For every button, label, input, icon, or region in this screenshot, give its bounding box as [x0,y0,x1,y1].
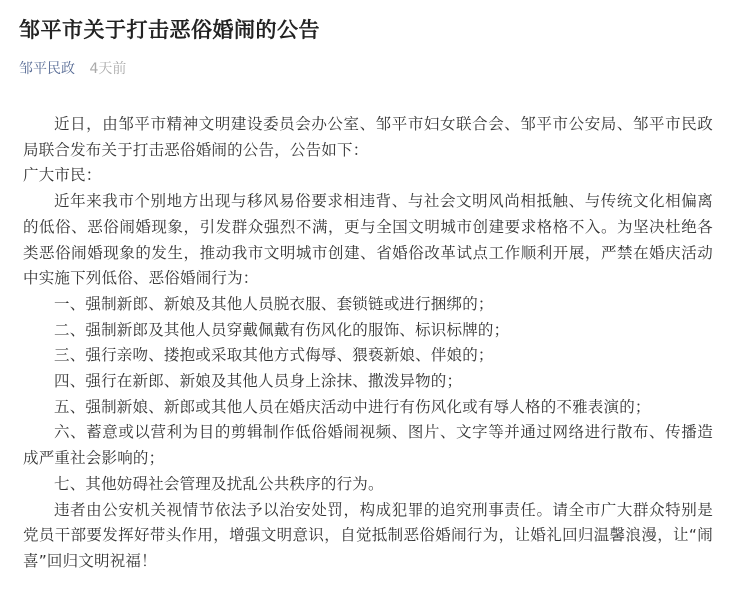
publish-time: 4天前 [89,61,127,77]
article-body [23,112,713,575]
salutation: 广大市民： [23,166,102,185]
list-item: 六、蓄意或以营利为目的剪辑制作低俗婚闹视频、图片、文字等并通过网络进行散布、传播造成严重社会影响的； [23,423,713,468]
list-item: 二、强制新郎及其他人员穿戴佩戴有伤风化的服饰、标识标牌的； [54,320,510,339]
list-item: 一、强制新郎、新娘及其他人员脱衣服、套锁链或进行捆绑的； [54,294,494,313]
article-meta [19,58,126,78]
list-item: 七、其他妨碍社会管理及扰乱公共秩序的行为。 [54,474,384,493]
list-item: 四、强行在新郎、新娘及其他人员身上涂抹、撒泼异物的； [54,372,463,391]
list-item: 五、强制新娘、新郎或其他人员在婚庆活动中进行有伤风化或有辱人格的不雅表演的； [54,397,651,416]
intro-paragraph: 近日，由邹平市精神文明建设委员会办公室、邹平市妇女联合会、邹平市公安局、邹平市民政局联合发布关于打击恶俗婚闹的公告，公告如下： [23,115,713,159]
closing-paragraph: 违者由公安机关视情节依法予以治安处罚，构成犯罪的追究刑事责任。请全市广大群众特别是党员干部要发挥好带头作用，增强文明意识，自觉抵制恶俗婚闹行为，让婚礼回归温馨浪漫，让“闹喜”回归文明祝福！ [23,500,713,570]
article-title: 邹平市关于打击恶俗婚闹的公告 [19,18,320,42]
list-item: 三、强行亲吻、搂抱或采取其他方式侮辱、猥亵新娘、伴娘的； [54,346,494,365]
source-link[interactable]: 邹平民政 [19,61,75,77]
preface-paragraph: 近年来我市个别地方出现与移风易俗要求相违背、与社会文明风尚相抵触、与传统文化相偏离的低俗、恶俗闹婚现象，引发群众强烈不满，更与全国文明城市创建要求格格不入。为坚决杜绝各类恶俗闹婚现象的发生，推动我市文明城市创建、省婚俗改革试点工作顺利开展，严禁在婚庆活动中实施下列低俗、恶俗婚闹行为： [23,192,713,288]
